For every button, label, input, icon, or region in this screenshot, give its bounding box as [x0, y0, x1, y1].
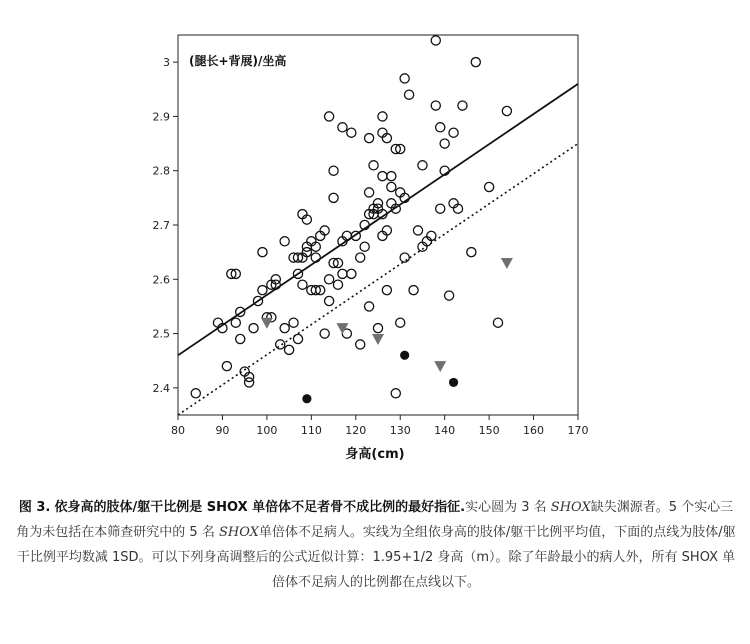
- caption-text: 缺失渊源者。5 个实心三角为未包括在本筛查研究中的 5 名: [16, 500, 734, 540]
- data-point-filled-triangle: [501, 258, 513, 269]
- data-point-filled-triangle: [434, 361, 446, 372]
- mean-line: [178, 84, 578, 355]
- x-tick-label: 90: [215, 424, 230, 437]
- minus-1sd-dotted-line: [178, 144, 578, 415]
- caption-text: 实心圆为 3 名: [465, 500, 547, 515]
- data-point-open-circle: [325, 296, 334, 305]
- data-point-open-circle: [391, 389, 400, 398]
- data-point-open-circle: [293, 334, 302, 343]
- caption-gene-name: SHOX: [218, 525, 259, 540]
- data-point-open-circle: [191, 389, 200, 398]
- data-point-open-circle: [320, 329, 329, 338]
- caption-text: 单倍体不足病人。实线为全组依身高的肢体/躯干比例平均值，下面的点线为肢体/躯干比例平均数减 1SD。可以下列身高调整后的公式近似计算：1.95+1/2 身高（m）。除了年龄最小的病人外，所有 SHOX 单倍体不足病人的比例都在点线以下。: [16, 525, 736, 590]
- data-point-open-circle: [458, 101, 467, 110]
- data-point-open-circle: [280, 324, 289, 333]
- data-point-filled-circle: [400, 351, 409, 360]
- data-point-open-circle: [405, 90, 414, 99]
- data-point-open-circle: [378, 172, 387, 181]
- x-tick-label: 140: [434, 424, 456, 437]
- data-point-open-circle: [280, 237, 289, 246]
- figure-caption: [14, 495, 738, 595]
- x-tick-label: 130: [389, 424, 411, 437]
- data-point-open-circle: [325, 275, 334, 284]
- data-point-open-circle: [409, 286, 418, 295]
- data-point-open-circle: [440, 139, 449, 148]
- data-point-open-circle: [387, 182, 396, 191]
- x-tick-label: 160: [523, 424, 545, 437]
- y-tick-label: 2.8: [152, 164, 170, 178]
- data-point-filled-triangle: [261, 318, 273, 329]
- data-point-open-circle: [231, 318, 240, 327]
- y-tick-label: 2.9: [152, 110, 170, 124]
- data-point-open-circle: [333, 280, 342, 289]
- data-point-open-circle: [431, 101, 440, 110]
- data-point-open-circle: [365, 188, 374, 197]
- data-point-open-circle: [347, 269, 356, 278]
- data-point-open-circle: [360, 242, 369, 251]
- data-point-open-circle: [373, 324, 382, 333]
- plot-frame: [178, 35, 578, 415]
- data-point-open-circle: [471, 58, 480, 67]
- data-point-open-circle: [493, 318, 502, 327]
- data-point-open-circle: [245, 378, 254, 387]
- data-point-open-circle: [289, 318, 298, 327]
- data-point-open-circle: [338, 269, 347, 278]
- data-point-open-circle: [338, 123, 347, 132]
- x-axis-title: 身高(cm): [345, 447, 405, 462]
- figure-label: 图 3.: [18, 500, 51, 515]
- data-point-open-circle: [365, 134, 374, 143]
- data-point-open-circle: [222, 362, 231, 371]
- data-point-filled-circle: [302, 394, 311, 403]
- caption-title: 依身高的肢体/躯干比例是 SHOX 单倍体不足者骨不成比例的最好指征.: [54, 500, 466, 515]
- data-point-open-circle: [400, 74, 409, 83]
- data-point-open-circle: [382, 286, 391, 295]
- x-tick-label: 170: [567, 424, 589, 437]
- data-point-open-circle: [485, 182, 494, 191]
- data-point-open-circle: [329, 193, 338, 202]
- data-point-open-circle: [347, 128, 356, 137]
- data-point-open-circle: [396, 318, 405, 327]
- axis-ticks: [153, 56, 589, 437]
- caption-gene-name: SHOX: [550, 500, 591, 515]
- data-point-filled-circle: [449, 378, 458, 387]
- data-point-open-circle: [276, 340, 285, 349]
- x-tick-label: 100: [256, 424, 278, 437]
- data-point-open-circle: [365, 302, 374, 311]
- data-point-open-circle: [502, 106, 511, 115]
- data-point-open-circle: [258, 286, 267, 295]
- data-point-open-circle: [436, 123, 445, 132]
- data-point-open-circle: [236, 334, 245, 343]
- data-point-filled-triangle: [372, 334, 384, 345]
- data-point-open-circle: [356, 340, 365, 349]
- data-point-open-circle: [298, 280, 307, 289]
- data-point-open-circle: [467, 248, 476, 257]
- data-point-open-circle: [436, 204, 445, 213]
- y-tick-label: 2.4: [152, 381, 170, 395]
- y-tick-label: 2.5: [152, 327, 170, 341]
- data-point-open-circle: [325, 112, 334, 121]
- data-point-open-circle: [387, 172, 396, 181]
- data-point-open-circle: [418, 161, 427, 170]
- data-point-open-circle: [356, 253, 365, 262]
- y-tick-label: 2.7: [152, 219, 170, 232]
- y-tick-label: 3: [163, 56, 170, 70]
- x-tick-label: 120: [345, 424, 367, 437]
- x-tick-label: 110: [300, 424, 322, 437]
- x-tick-label: 150: [478, 424, 500, 437]
- data-point-open-circle: [445, 291, 454, 300]
- data-point-open-circle: [285, 345, 294, 354]
- data-point-open-circle: [400, 253, 409, 262]
- data-point-open-circle: [329, 166, 338, 175]
- x-tick-label: 80: [171, 424, 185, 437]
- data-point-open-circle: [369, 161, 378, 170]
- data-point-open-circle: [249, 324, 258, 333]
- data-point-open-circle: [258, 248, 267, 257]
- y-tick-label: 2.6: [152, 273, 170, 287]
- panel-label: (腿长+背展)/坐高: [189, 54, 287, 68]
- data-point-open-circle: [431, 36, 440, 45]
- data-point-open-circle: [449, 128, 458, 137]
- data-point-open-circle: [378, 112, 387, 121]
- data-point-open-circle: [413, 226, 422, 235]
